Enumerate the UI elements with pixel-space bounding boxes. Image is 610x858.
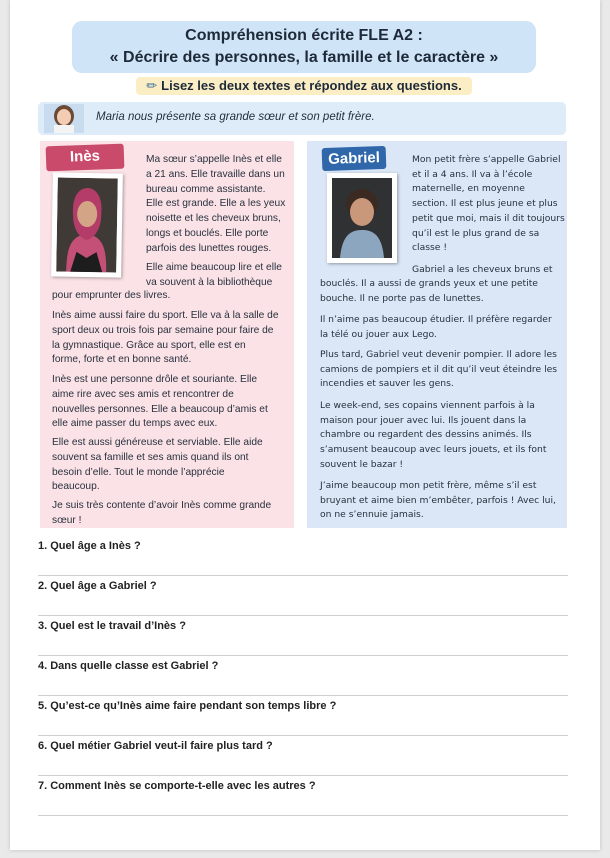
- question-item: [38, 660, 568, 700]
- gabriel-text-line: bouche. Il ne porte pas de lunettes.: [320, 292, 484, 304]
- gabriel-text-line: Mon petit frère s’appelle Gabriel: [412, 154, 561, 165]
- ines-text-panel: [40, 141, 294, 528]
- gabriel-text-line: Gabriel a les cheveux bruns et: [412, 264, 553, 275]
- gabriel-name-badge: Gabriel: [322, 146, 387, 171]
- ines-text-line: sport deux ou trois fois par semaine pour faire de: [52, 324, 274, 336]
- gabriel-photo: [327, 173, 397, 263]
- ines-text-line: Inès aime aussi faire du sport. Elle va à la salle de: [52, 310, 279, 321]
- ines-text-line: souvent sa famille et ses amis quand ils ont: [52, 451, 249, 463]
- page-title: Compréhension écrite FLE A2 :: [185, 27, 423, 44]
- answer-line[interactable]: [38, 815, 568, 816]
- question-item: [38, 700, 568, 740]
- ines-photo: [51, 172, 123, 277]
- gabriel-text-line: souvent le bazar !: [320, 458, 404, 470]
- ines-name-badge: Inès: [46, 144, 125, 172]
- gabriel-text-line: on ne s’ennuie jamais.: [320, 509, 424, 521]
- question-text: 4. Dans quelle classe est Gabriel ?: [38, 660, 219, 672]
- boy-portrait-icon: [332, 178, 392, 258]
- ines-text-line: Elle est aussi généreuse et serviable. Elle aide: [52, 437, 263, 448]
- gabriel-text-line: chambre ou regardent des dessins animés. Ils: [320, 429, 532, 441]
- ines-text-line: bureau comme assistante.: [146, 183, 266, 195]
- answer-line[interactable]: [38, 615, 568, 616]
- gabriel-text-line: Plus tard, Gabriel veut devenir pompier. Il adore les: [320, 349, 557, 360]
- gabriel-text-line: s’amusent beaucoup avec leurs jouets, et ils font: [320, 444, 547, 456]
- pencil-icon: ✏: [146, 78, 158, 93]
- gabriel-text-line: bouclés. Il a aussi de grands yeux et une petite: [320, 278, 538, 289]
- ines-text-line: va souvent à la bibliothèque: [146, 276, 273, 288]
- question-text: 6. Quel métier Gabriel veut-il faire plus tard ?: [38, 740, 273, 752]
- ines-text-line: forme, forte et en bonne santé.: [52, 354, 192, 366]
- answer-line[interactable]: [38, 655, 568, 656]
- page-subtitle: « Décrire des personnes, la famille et le caractère »: [109, 49, 499, 66]
- instruction-text: Lisez les deux textes et répondez aux questions.: [161, 78, 462, 93]
- ines-text-line: Ma sœur s’appelle Inès et elle: [146, 154, 282, 165]
- ines-text-line: besoin d’elle. Tout le monde l’apprécie: [52, 466, 225, 478]
- gabriel-text-line: Il n’aime pas beaucoup étudier. Il préfère regarder: [320, 314, 552, 325]
- ines-text-line: nouvelles personnes. Elle a beaucoup d’amis et: [52, 403, 268, 415]
- ines-text-line: Je suis très contente d’avoir Inès comme grande: [52, 500, 272, 511]
- ines-text-line: beaucoup.: [52, 481, 100, 493]
- gabriel-text-panel: [307, 141, 567, 528]
- gabriel-text-line: bruyant et aime bien m’embêter, parfois ! Avec lui,: [320, 494, 556, 506]
- intro-text: Maria nous présente sa grande sœur et son petit frère.: [96, 111, 375, 123]
- ines-text-line: noisette et les cheveux bruns,: [146, 213, 281, 225]
- ines-text-line: parfois des lunettes rouges.: [146, 242, 272, 254]
- intro-banner: [38, 102, 566, 135]
- question-item: [38, 540, 568, 580]
- ines-text-line: sœur !: [52, 514, 82, 526]
- question-item: [38, 740, 568, 780]
- ines-text-line: Elle aime beaucoup lire et elle: [146, 262, 282, 273]
- ines-text-line: longs et bouclés. Elle porte: [146, 228, 269, 239]
- gabriel-text-line: la télé ou jouer aux Lego.: [320, 328, 437, 340]
- gabriel-text-line: et il a 4 ans. Il va à l’école: [412, 168, 533, 180]
- girl-avatar-icon: [44, 104, 84, 133]
- ines-text-line: pour emprunter des livres.: [52, 290, 171, 301]
- title-box: [72, 21, 536, 73]
- question-text: 1. Quel âge a Inès ?: [38, 540, 141, 552]
- gabriel-text-line: maternelle, en moyenne: [412, 183, 525, 195]
- gabriel-text-line: Le week-end, ses copains viennent parfois à la: [320, 400, 535, 411]
- answer-line[interactable]: [38, 695, 568, 696]
- question-item: [38, 580, 568, 620]
- answer-line[interactable]: [38, 575, 568, 576]
- ines-text-line: elle aime passer du temps avec eux.: [52, 418, 218, 430]
- question-text: 2. Quel âge a Gabriel ?: [38, 580, 157, 592]
- ines-text-line: Elle est grande. Elle a les yeux: [146, 198, 286, 210]
- ines-text-line: Inès est une personne drôle et souriante. Elle: [52, 374, 258, 385]
- woman-portrait-icon: [56, 177, 118, 272]
- gabriel-text-line: J’aime beaucoup mon petit frère, même s’il est: [320, 480, 537, 491]
- question-item: [38, 620, 568, 660]
- question-item: [38, 780, 568, 820]
- gabriel-text-line: qu’il est le plus grand de sa: [412, 227, 540, 239]
- question-text: 3. Quel est le travail d’Inès ?: [38, 620, 186, 632]
- answer-line[interactable]: [38, 735, 568, 736]
- gabriel-text-line: incendies et sauver les gens.: [320, 378, 454, 390]
- gabriel-text-line: section. Il est plus jeune et plus: [412, 198, 558, 210]
- gabriel-text-line: petit que moi, mais il dit toujours: [412, 212, 565, 224]
- question-text: 5. Qu’est-ce qu’Inès aime faire pendant son temps libre ?: [38, 700, 337, 712]
- worksheet-page: [10, 0, 600, 850]
- answer-line[interactable]: [38, 775, 568, 776]
- gabriel-text-line: classe !: [412, 242, 448, 254]
- gabriel-text-line: maison pour jouer avec lui. Ils jouent dans la: [320, 414, 527, 426]
- question-text: 7. Comment Inès se comporte-t-elle avec les autres ?: [38, 780, 316, 792]
- ines-text-line: la gymnastique. Grâce au sport, elle est en: [52, 339, 246, 351]
- ines-text-line: a 21 ans. Elle travaille dans un: [146, 168, 285, 180]
- instruction-banner: [136, 77, 472, 95]
- ines-text-line: aime rire avec ses amis et rencontrer de: [52, 388, 234, 400]
- gabriel-text-line: camions de pompiers et il dit qu’il veut éteindre les: [320, 363, 558, 375]
